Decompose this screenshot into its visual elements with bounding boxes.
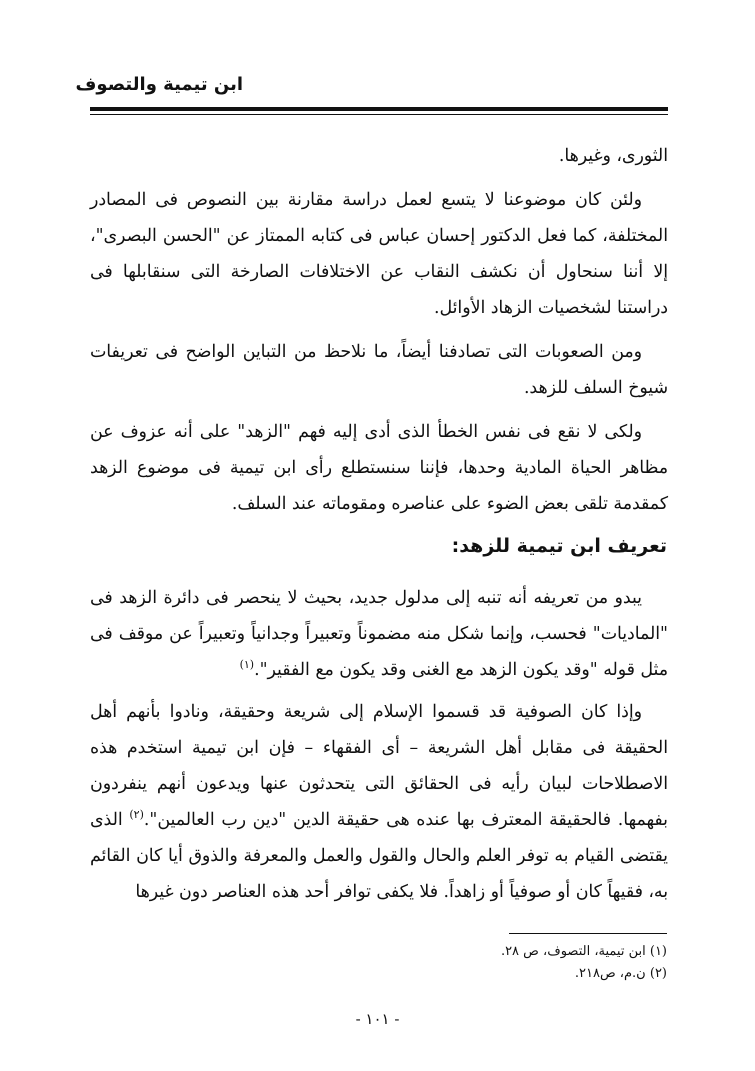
- footnote-item: (٢) ن.م، ص٢١٨.: [574, 966, 667, 981]
- section-heading: تعريف ابن تيمية للزهد:: [451, 535, 667, 557]
- paragraph-text: وإذا كان الصوفية قد قسموا الإسلام إلى شريعة وحقيقة، ونادوا بأنهم أهل الحقيقة فى مقابل أهل الشريعة – أى الفقهاء – فإن ابن تيمية استخدم هذه الاصطلاحات لبيان رأيه فى الحقائق التى يتحدثون عنها ويدعون أنهم ينفردون بفهمها. فالحقيقة المعترف بها عنده هى حقيقة الدين "دين رب العالمين".: [90, 702, 668, 830]
- footnotes: [267, 941, 667, 985]
- footnote-ref[interactable]: (٢): [129, 808, 144, 822]
- paragraph: ومن الصعوبات التى تصادفنا أيضاً، ما نلاحظ من التباين الواضح فى تعريفات شيوخ السلف للزهد.: [90, 342, 668, 398]
- footnote-separator: [509, 933, 667, 934]
- running-header: ابن تيمية والتصوف: [75, 74, 243, 95]
- paragraph: ولكى لا نقع فى نفس الخطأ الذى أدى إليه فهم "الزهد" على أنه عزوف عن مظاهر الحياة المادية وحدها، فإننا سنستطلع رأى ابن تيمية فى موضوع الزهد كمقدمة تلقى بعض الضوء على عناصره ومقوماته عند السلف.: [90, 422, 668, 514]
- body-text-bottom: [90, 580, 668, 916]
- paragraph: [90, 694, 668, 910]
- footnote-item: (١) ابن تيمية، التصوف، ص ٢٨.: [500, 944, 667, 959]
- header-rule-thin: [90, 114, 668, 115]
- body-text-top: [90, 138, 668, 530]
- paragraph-continuation: الثورى، وغيرها.: [558, 146, 668, 166]
- page-number: - ١٠١ -: [355, 1010, 400, 1028]
- paragraph: ولئن كان موضوعنا لا يتسع لعمل دراسة مقارنة بين النصوص فى المصادر المختلفة، كما فعل الدكتور إحسان عباس فى كتابه الممتاز عن "الحسن البصرى"، إلا أننا سنحاول أن نكشف النقاب عن الاختلافات الصارخة التى سنقابلها فى دراستنا لشخصيات الزهاد الأوائل.: [90, 190, 668, 318]
- paragraph: [90, 580, 668, 688]
- paragraph-text: الذى يقتضى القيام به توفر العلم والحال والقول والعمل والمعرفة والذوق أيا كان القائم به، فقيهاً كان أو صوفياً أو زاهداً. فلا يكفى توافر أحد هذه العناصر دون غيرها: [90, 810, 668, 902]
- paragraph-text: يبدو من تعريفه أنه تنبه إلى مدلول جديد، بحيث لا ينحصر فى دائرة الزهد فى "الماديات" فحسب، وإنما شكل منه مضموناً وتعبيراً وجدانياً وتعبيراً عن موقف فى مثل قوله "وقد يكون الزهد مع الغنى وقد يكون مع الفقير".: [90, 588, 668, 680]
- header-rule-thick: [90, 107, 668, 111]
- footnote-ref[interactable]: (١): [239, 658, 255, 672]
